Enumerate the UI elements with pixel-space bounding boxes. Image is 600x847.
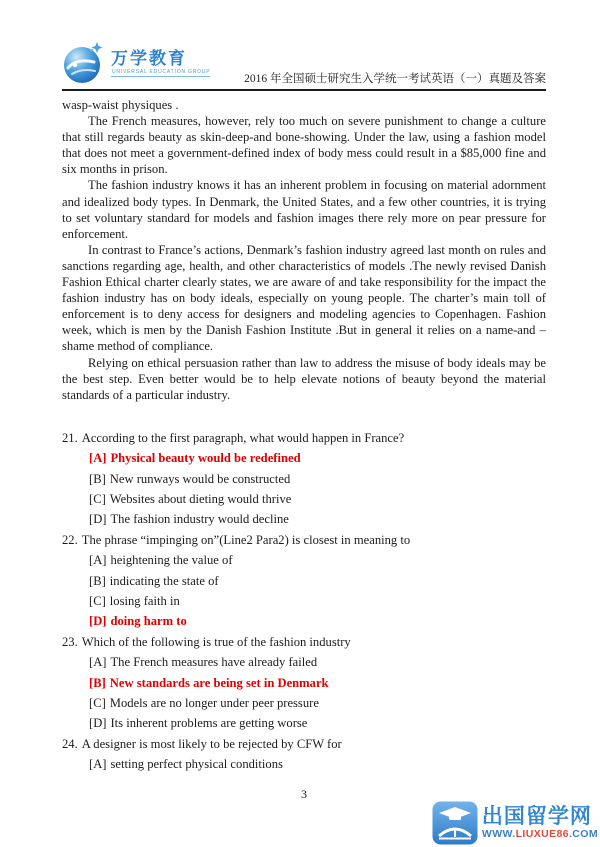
question-text: The phrase “impinging on”(Line2 Para2) is closest in meaning to bbox=[81, 532, 411, 547]
option-text: Models are no longer under peer pressure bbox=[109, 696, 319, 711]
brand-subtitle: UNIVERSAL EDUCATION GROUP bbox=[112, 68, 211, 75]
question-21 bbox=[62, 428, 546, 530]
question-section bbox=[62, 428, 546, 775]
page-number: 3 bbox=[301, 786, 307, 801]
site-watermark bbox=[432, 801, 598, 845]
passage-paragraph: Relying on ethical persuasion rather than law to address the misuse of body ideals may be the best step. Even better would be to help elevate notions of beauty beyond the material standards of a particular industry. bbox=[62, 355, 546, 402]
page-header bbox=[62, 36, 546, 91]
passage-fragment-line: wasp-waist physiques . bbox=[62, 98, 179, 112]
globe-swirl-icon bbox=[62, 40, 106, 86]
brand-text-block bbox=[111, 50, 210, 77]
option-d bbox=[62, 509, 546, 529]
watermark-url: WWW.LIUXUE86.COM bbox=[481, 828, 598, 841]
graduation-cap-bridge-icon bbox=[432, 801, 478, 845]
option-label: [C] bbox=[89, 492, 106, 506]
option-label: [C] bbox=[89, 594, 106, 609]
option-c bbox=[62, 693, 546, 713]
question-number: 22. bbox=[62, 532, 78, 547]
watermark-site-name: 出国留学网 bbox=[481, 805, 592, 829]
question-stem bbox=[62, 734, 546, 754]
question-stem bbox=[62, 530, 546, 550]
option-text: setting perfect physical conditions bbox=[110, 757, 283, 772]
passage-paragraph: The fashion industry knows it has an inherent problem in focusing on material adornment and idealized body types. In Denmark, the United States, and a few other countries, it is trying to set voluntary standard for models and fashion images there rely more on pear pressure for enforcement. bbox=[62, 178, 546, 241]
option-b bbox=[62, 469, 546, 489]
option-text: The fashion industry would decline bbox=[110, 512, 289, 527]
option-label: [D] bbox=[89, 512, 107, 527]
question-22 bbox=[62, 530, 546, 632]
passage-paragraph: The French measures, however, rely too much on severe punishment to change a culture that still regards beauty as skin-deep-and bone-showing. Under the law, using a fashion model that does not meet a government-defined index of body mess could result in a $85,000 fine and six months in prison. bbox=[62, 114, 546, 177]
watermark-text-block bbox=[482, 806, 598, 840]
passage-paragraph: In contrast to France’s actions, Denmark’s fashion industry agreed last month on rules and sanctions regarding age, health, and other characteristics of models .The newly revised Danish Fashion Ethical charter clearly states, we are aware of and take responsibility for the impact the fashion industry has on body ideals, especially on young people. The charter’s main toll of enforcement is to deny access for designers and modeling agencies to Copenhagen. Fashion week, which is men by the Danish Fashion Institute .But in general it relies on a name-and –shame method of compliance. bbox=[62, 242, 546, 354]
option-a bbox=[62, 448, 546, 468]
option-b bbox=[62, 673, 546, 693]
option-b bbox=[62, 571, 546, 591]
option-text: losing faith in bbox=[109, 594, 180, 609]
question-number: 21. bbox=[62, 430, 78, 445]
question-stem bbox=[62, 632, 546, 652]
question-text: A designer is most likely to be rejected by CFW for bbox=[81, 736, 342, 751]
option-a bbox=[62, 754, 546, 774]
document-title: 2016 年全国硕士研究生入学统一考试英语（一）真题及答案 bbox=[244, 73, 546, 85]
option-c bbox=[62, 591, 546, 611]
option-label: [B] bbox=[89, 471, 106, 486]
option-label: [A] bbox=[89, 553, 107, 568]
option-text: indicating the state of bbox=[109, 573, 219, 588]
option-c bbox=[62, 489, 546, 509]
question-text: According to the first paragraph, what would happen in France? bbox=[81, 430, 405, 445]
question-text: Which of the following is true of the fashion industry bbox=[81, 634, 351, 649]
option-d bbox=[62, 611, 546, 631]
question-24 bbox=[62, 734, 546, 775]
option-label: [B] bbox=[89, 573, 106, 588]
option-label: [B] bbox=[89, 675, 106, 690]
option-label: [A] bbox=[89, 451, 107, 466]
option-label: [A] bbox=[89, 757, 107, 772]
option-text: New runways would be constructed bbox=[109, 471, 291, 486]
brand-name: 万学教育 bbox=[111, 48, 187, 68]
option-text: Physical beauty would be redefined bbox=[110, 451, 301, 466]
option-text: The French measures have already failed bbox=[110, 655, 318, 670]
option-label: [D] bbox=[89, 614, 107, 629]
option-text: heightening the value of bbox=[110, 553, 233, 568]
question-number: 23. bbox=[62, 634, 78, 649]
option-label: [C] bbox=[89, 696, 106, 711]
option-d bbox=[62, 713, 546, 733]
brand-logo bbox=[62, 40, 210, 86]
option-a bbox=[62, 652, 546, 672]
option-text: Websites about dieting would thrive bbox=[109, 492, 292, 506]
question-stem bbox=[62, 428, 546, 448]
question-23 bbox=[62, 632, 546, 734]
option-text: New standards are being set in Denmark bbox=[109, 675, 329, 690]
question-number: 24. bbox=[62, 736, 78, 751]
option-text: doing harm to bbox=[110, 614, 187, 629]
passage-body bbox=[62, 97, 546, 403]
option-a bbox=[62, 550, 546, 570]
option-label: [D] bbox=[89, 716, 107, 731]
option-text: Its inherent problems are getting worse bbox=[110, 716, 308, 731]
option-label: [A] bbox=[89, 655, 107, 670]
